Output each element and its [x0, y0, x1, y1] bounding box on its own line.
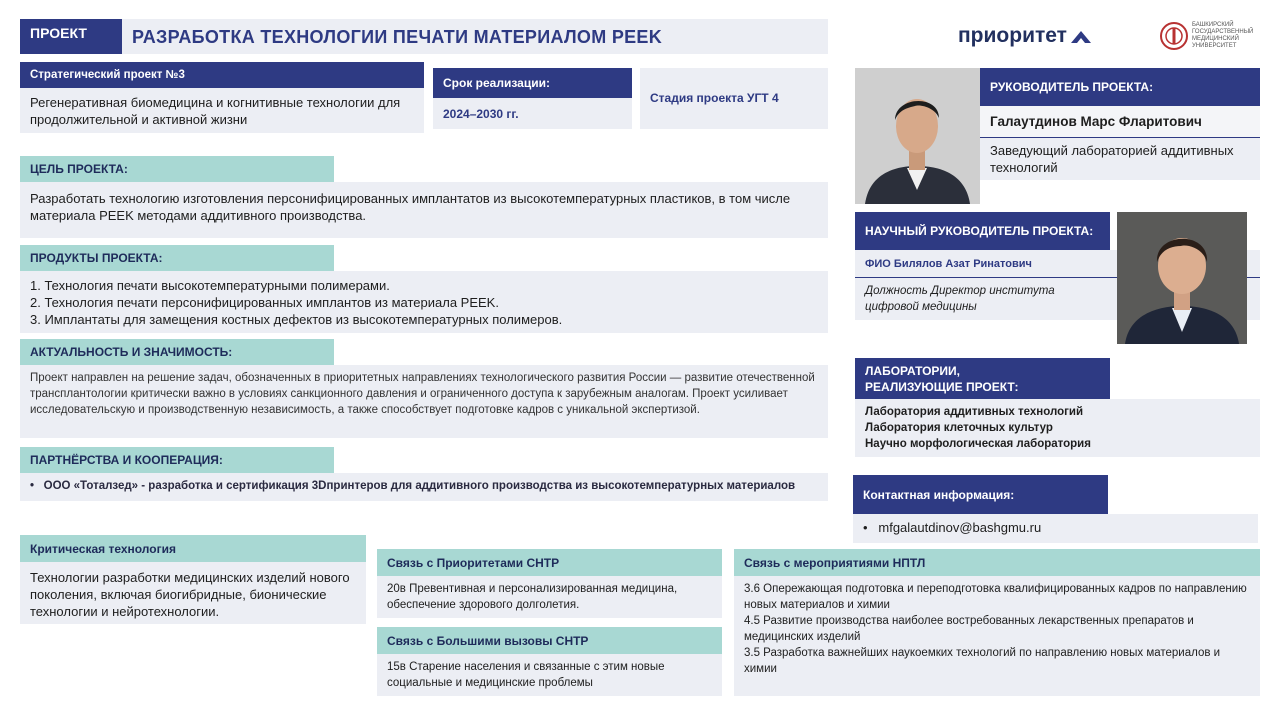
list-item: Лаборатория аддитивных технологий: [865, 406, 1084, 418]
university-line: БАШКИРСКИЙ: [1192, 22, 1234, 28]
university-emblem-icon: [1160, 20, 1188, 52]
project-tag: ПРОЕКТ: [20, 19, 122, 54]
list-item: 2. Технология печати персонифицированных имплантов из материала PEEK.: [30, 295, 499, 310]
list-item: 3.5 Разработка важнейших наукоемких технологий по направлению новых материалов и химии: [744, 647, 1221, 675]
sci-leader-photo: [1117, 212, 1247, 344]
labs-label-line: РЕАЛИЗУЮЩИЕ ПРОЕКТ:: [865, 380, 1019, 394]
list-item: Научно морфологическая лаборатория: [865, 438, 1091, 450]
goal-text: Разработать технологию изготовления персонифицированных имплантатов из высокотемпературных пластиков, в том числе материала PEEK методами аддитивного производства.: [20, 182, 828, 238]
products-list: [20, 271, 828, 333]
challenges-text: 15в Старение населения и связанные с этим новые социальные и медицинские проблемы: [377, 654, 722, 696]
critical-text: Технологии разработки медицинских изделий нового поколения, включая биогибридные, бионические технологии и нейротехнологии.: [20, 562, 366, 624]
period-value: 2024–2030 гг.: [433, 98, 632, 129]
person-silhouette-icon: [1117, 212, 1247, 344]
list-item: 3. Имплантаты для замещения костных дефектов из высокотемпературных полимеров.: [30, 312, 563, 327]
list-item: 1. Технология печати высокотемпературными полимерами.: [30, 278, 390, 293]
critical-label: Критическая технология: [20, 535, 366, 562]
period-label: Срок реализации:: [433, 68, 632, 98]
bullet-icon: •: [863, 520, 879, 535]
leader-name: Галаутдинов Марс Фларитович: [980, 106, 1260, 138]
events-label: Связь с мероприятиями НПТЛ: [734, 549, 1260, 576]
list-item: Лаборатория клеточных культур: [865, 422, 1053, 434]
list-item: 3.6 Опережающая подготовка и переподготовка квалифицированных кадров по направлению новых материалов и химии: [744, 583, 1247, 611]
partners-label: ПАРТНЁРСТВА И КООПЕРАЦИЯ:: [20, 447, 334, 473]
contact-email-link[interactable]: mfgalautdinov@bashgmu.ru: [878, 520, 1042, 535]
list-item: 4.5 Развитие производства наиболее востребованных лекарственных препаратов и медицинских изделий: [744, 615, 1194, 643]
brand-logo: [958, 24, 1092, 48]
sci-leader-position: Должность Директор института цифровой медицины: [855, 278, 1260, 320]
sci-leader-name: ФИО Билялов Азат Ринатович: [855, 250, 1260, 278]
university-line: ГОСУДАРСТВЕННЫЙ: [1192, 29, 1254, 35]
university-line: МЕДИЦИНСКИЙ: [1192, 36, 1239, 42]
labs-label: [855, 358, 1110, 399]
university-line: УНИВЕРСИТЕТ: [1192, 43, 1237, 49]
strategic-label: Стратегический проект №3: [20, 62, 424, 88]
labs-list: [855, 399, 1260, 457]
brand-name: приоритет: [958, 24, 1067, 47]
products-label: ПРОДУКТЫ ПРОЕКТА:: [20, 245, 334, 271]
priorities-label: Связь с Приоритетами СНТР: [377, 549, 722, 576]
person-silhouette-icon: [855, 68, 980, 204]
events-list: [734, 576, 1260, 696]
strategic-text: Регенеративная биомедицина и когнитивные технологии для продолжительной и активной жизни: [20, 88, 424, 133]
leader-label: РУКОВОДИТЕЛЬ ПРОЕКТА:: [980, 68, 1260, 106]
goal-label: ЦЕЛЬ ПРОЕКТА:: [20, 156, 334, 182]
page-title: РАЗРАБОТКА ТЕХНОЛОГИИ ПЕЧАТИ МАТЕРИАЛОМ PEEK: [132, 27, 663, 47]
stage-box: Стадия проекта УГТ 4: [640, 68, 828, 129]
university-logo: [1160, 20, 1253, 52]
list-item: ООО «Тоталзед» - разработка и сертификация 3Dпринтеров для аддитивного производства из высокотемпературных материалов: [43, 480, 796, 492]
bullet-icon: •: [30, 480, 44, 492]
labs-label-line: ЛАБОРАТОРИИ,: [865, 364, 961, 378]
leader-photo: [855, 68, 980, 204]
university-name: [1192, 22, 1253, 50]
relevance-label: АКТУАЛЬНОСТЬ И ЗНАЧИМОСТЬ:: [20, 339, 334, 365]
contact-label: Контактная информация:: [853, 475, 1108, 514]
relevance-text: Проект направлен на решение задач, обозначенных в приоритетных направлениях технологического развития России — развитие отечественной трансплантологии критически важно в условиях санкционного давления и ограниченного доступа к зарубежным аналогам. Проект усиливает исследовательскую и производственную независимость, а также способствует подготовке кадров с уникальной экспертизой.: [20, 365, 828, 438]
priorities-text: 20в Превентивная и персонализированная медицина, обеспечение здорового долголетия.: [377, 576, 722, 618]
brand-chevron-icon: [1070, 28, 1092, 44]
partners-list: [20, 473, 828, 501]
leader-position: Заведующий лабораторией аддитивных технологий: [980, 138, 1260, 180]
challenges-label: Связь с Большими вызовы СНТР: [377, 627, 722, 654]
contact-box: [853, 514, 1258, 543]
sci-leader-label: НАУЧНЫЙ РУКОВОДИТЕЛЬ ПРОЕКТА:: [855, 212, 1110, 250]
